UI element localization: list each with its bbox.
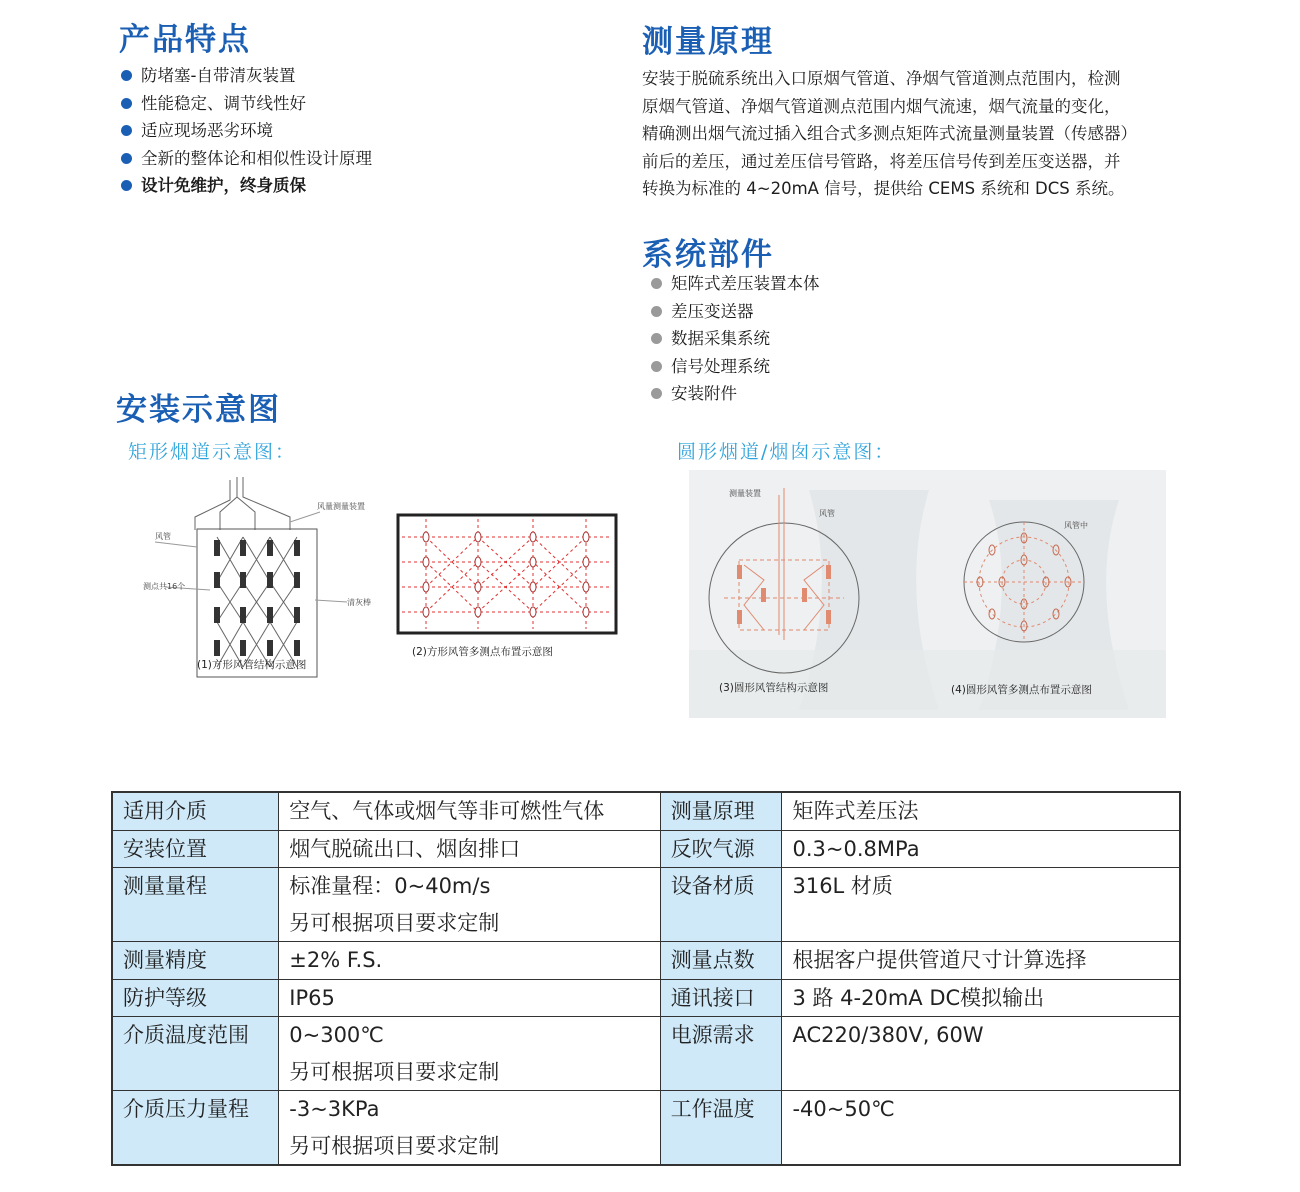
principle-line: 安装于脱硫系统出入口原烟气管道、净烟气管道测点范围内，检测 bbox=[642, 69, 1121, 88]
feature-item bbox=[121, 90, 372, 118]
spec-label: 测量量程 bbox=[112, 868, 279, 942]
spec-value-line: -40~50℃ bbox=[792, 1097, 895, 1121]
principle-line: 前后的差压，通过差压信号管路，将差压信号传到差压变送器，并 bbox=[642, 151, 1121, 171]
component-text: 差压变送器 bbox=[671, 301, 754, 321]
fig1-label-device: 风量测量装置 bbox=[317, 502, 365, 511]
spec-value bbox=[782, 979, 1180, 1017]
spec-value bbox=[279, 942, 660, 980]
fig3-caption: (3)圆形风管结构示意图 bbox=[719, 682, 829, 694]
spec-label: 工作温度 bbox=[660, 1091, 782, 1166]
component-item bbox=[651, 353, 820, 381]
spec-value-line: AC220/380V, 60W bbox=[792, 1023, 984, 1047]
component-text: 信号处理系统 bbox=[671, 356, 770, 376]
principle-line: 精确测出烟气流过插入组合式多测点矩阵式流量测量装置（传感器） bbox=[642, 124, 1137, 144]
feature-item bbox=[121, 172, 372, 200]
fig3-label-device: 测量装置 bbox=[729, 489, 761, 498]
feature-text: 适应现场恶劣环境 bbox=[141, 121, 273, 140]
spec-row bbox=[112, 1017, 1180, 1091]
fig1-label-points: 测点共16个 bbox=[143, 582, 186, 591]
spec-row bbox=[112, 868, 1180, 942]
fig3-label-duct: 风管 bbox=[819, 509, 835, 518]
spec-value bbox=[279, 1091, 660, 1166]
feature-text: 设计免维护，终身质保 bbox=[141, 176, 306, 195]
spec-row bbox=[112, 942, 1180, 980]
figure-rect-duct-structure bbox=[125, 472, 385, 682]
fig1-label-duct: 风管 bbox=[155, 532, 171, 541]
spec-label: 介质温度范围 bbox=[112, 1017, 279, 1091]
features-title: 产品特点 bbox=[119, 22, 251, 58]
component-item bbox=[651, 380, 820, 408]
bullet-icon bbox=[651, 333, 662, 344]
features-list bbox=[121, 62, 372, 200]
spec-value-line: 316L 材质 bbox=[792, 874, 893, 898]
figure-round-duct bbox=[689, 470, 1166, 718]
component-text: 矩阵式差压装置本体 bbox=[671, 274, 820, 293]
spec-value-line: 另可根据项目要求定制 bbox=[289, 910, 500, 935]
principle-line: 原烟气管道、净烟气管道测点范围内烟气流速，烟气流量的变化， bbox=[642, 96, 1121, 116]
spec-value-line: 另可根据项目要求定制 bbox=[289, 1059, 500, 1084]
bullet-icon bbox=[651, 278, 662, 289]
spec-value-line: 0~300℃ bbox=[289, 1023, 384, 1047]
spec-value bbox=[782, 1017, 1180, 1091]
spec-label: 适用介质 bbox=[112, 792, 279, 830]
fig4-caption: (4)圆形风管多测点布置示意图 bbox=[951, 684, 1092, 696]
bullet-icon bbox=[651, 361, 662, 372]
spec-table bbox=[111, 791, 1181, 1166]
spec-row bbox=[112, 830, 1180, 868]
spec-label: 通讯接口 bbox=[660, 979, 782, 1017]
spec-value bbox=[782, 792, 1180, 830]
spec-value-line: ±2% F.S. bbox=[289, 948, 383, 972]
spec-value bbox=[279, 830, 660, 868]
feature-text: 全新的整体论和相似性设计原理 bbox=[141, 148, 372, 168]
spec-value-line: -3~3KPa bbox=[289, 1097, 380, 1121]
fig4-label-center: 风管中 bbox=[1064, 521, 1088, 530]
bullet-icon bbox=[651, 306, 662, 317]
spec-value-line: 标准量程：0~40m/s bbox=[289, 874, 491, 898]
spec-label: 介质压力量程 bbox=[112, 1091, 279, 1166]
rect-duct-subtitle: 矩形烟道示意图： bbox=[128, 441, 297, 463]
feature-item bbox=[121, 62, 372, 90]
spec-value-line: 空气、气体或烟气等非可燃性气体 bbox=[289, 799, 605, 823]
spec-label: 设备材质 bbox=[660, 868, 782, 942]
spec-label: 防护等级 bbox=[112, 979, 279, 1017]
spec-value bbox=[279, 1017, 660, 1091]
feature-item bbox=[121, 117, 372, 145]
spec-value-line: 0.3~0.8MPa bbox=[792, 836, 920, 861]
spec-label: 测量原理 bbox=[660, 792, 782, 830]
fig2-caption: (2)方形风管多测点布置示意图 bbox=[412, 646, 553, 658]
spec-value bbox=[279, 868, 660, 942]
spec-value-line: 根据客户提供管道尺寸计算选择 bbox=[792, 948, 1087, 972]
spec-value-line: 矩阵式差压法 bbox=[792, 799, 919, 823]
spec-value-line: 另可根据项目要求定制 bbox=[289, 1133, 500, 1158]
bullet-icon bbox=[651, 388, 662, 399]
fig1-caption: (1)方形风管结构示意图 bbox=[197, 659, 307, 671]
spec-value-line: 烟气脱硫出口、烟囱排口 bbox=[289, 836, 521, 861]
spec-value bbox=[782, 1091, 1180, 1166]
round-duct-subtitle: 圆形烟道/烟囱示意图： bbox=[677, 441, 896, 463]
bullet-icon bbox=[121, 153, 132, 164]
spec-value bbox=[782, 868, 1180, 942]
fig1-label-cleaner: 清灰棒 bbox=[347, 598, 371, 607]
spec-value-line: 3 路 4-20mA DC模拟输出 bbox=[792, 985, 1045, 1010]
feature-text: 性能稳定、调节线性好 bbox=[141, 93, 306, 113]
principle-text bbox=[642, 65, 1137, 203]
spec-label: 安装位置 bbox=[112, 830, 279, 868]
spec-label: 测量点数 bbox=[660, 942, 782, 980]
spec-row bbox=[112, 979, 1180, 1017]
figure-rect-duct-points bbox=[388, 505, 638, 665]
spec-row bbox=[112, 792, 1180, 830]
component-item bbox=[651, 270, 820, 298]
component-text: 数据采集系统 bbox=[671, 329, 770, 348]
spec-value bbox=[782, 942, 1180, 980]
bullet-icon bbox=[121, 70, 132, 81]
install-title: 安装示意图 bbox=[116, 392, 281, 428]
spec-row bbox=[112, 1091, 1180, 1166]
spec-label: 测量精度 bbox=[112, 942, 279, 980]
principle-line: 转换为标准的 4~20mA 信号，提供给 CEMS 系统和 DCS 系统。 bbox=[642, 179, 1125, 199]
feature-text: 防堵塞-自带清灰装置 bbox=[141, 66, 296, 85]
spec-value bbox=[279, 792, 660, 830]
bullet-icon bbox=[121, 180, 132, 191]
spec-value bbox=[782, 830, 1180, 868]
components-list bbox=[651, 270, 820, 408]
component-text: 安装附件 bbox=[671, 384, 737, 403]
spec-value-line: IP65 bbox=[289, 985, 335, 1010]
bullet-icon bbox=[121, 125, 132, 136]
principle-title: 测量原理 bbox=[642, 24, 774, 60]
spec-label: 反吹气源 bbox=[660, 830, 782, 868]
component-item bbox=[651, 325, 820, 353]
components-title: 系统部件 bbox=[642, 237, 774, 273]
spec-label: 电源需求 bbox=[660, 1017, 782, 1091]
spec-value bbox=[279, 979, 660, 1017]
feature-item bbox=[121, 145, 372, 173]
component-item bbox=[651, 298, 820, 326]
bullet-icon bbox=[121, 98, 132, 109]
